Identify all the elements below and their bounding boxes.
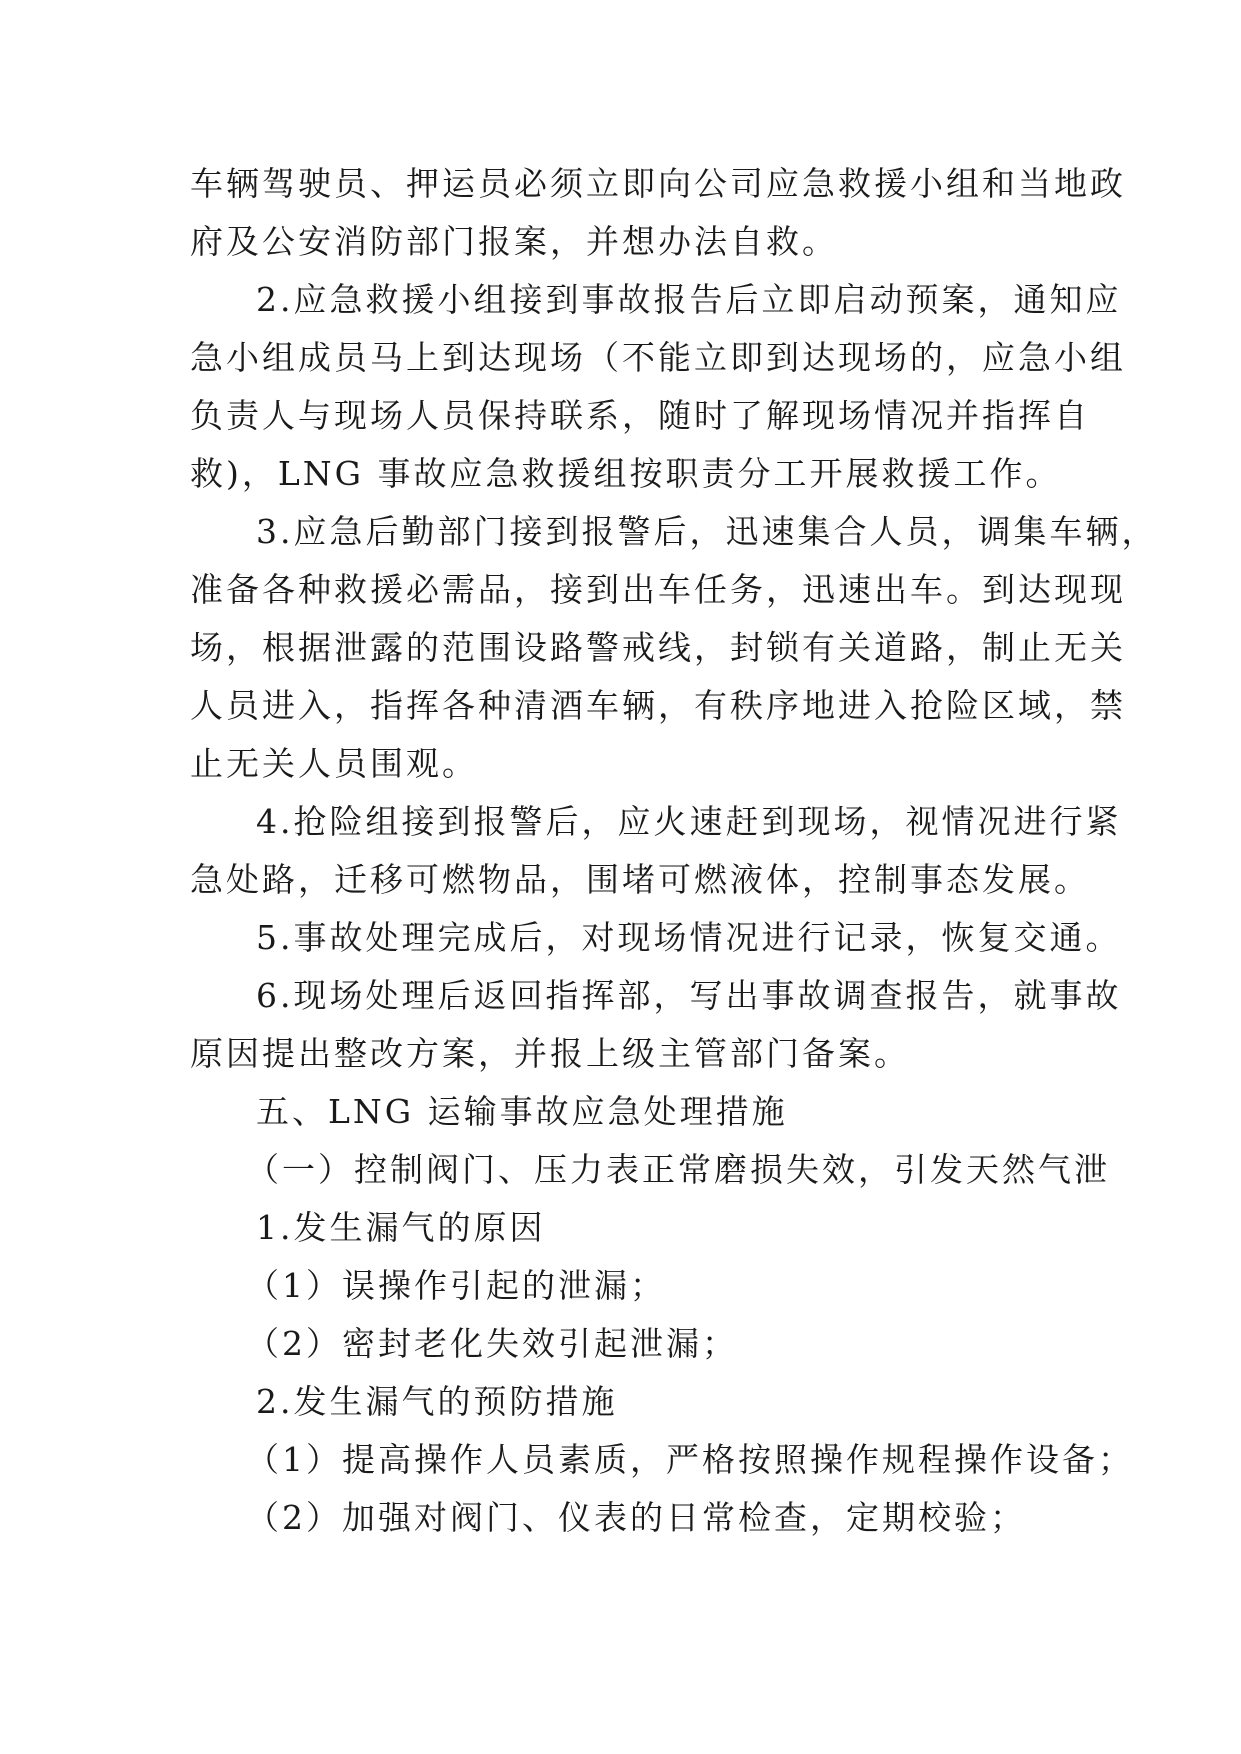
paragraph [190,1141,1110,1199]
paragraph [190,1431,1134,1489]
document-body [190,155,1158,1547]
text-line: （2）加强对阀门、仪表的日常检查，定期校验； [246,1498,1026,1537]
text-line: 五、LNG 运输事故应急处理措施 [256,1092,788,1131]
text-line: 1.发生漏气的原因 [256,1208,546,1247]
text-line: 6.现场处理后返回指挥部，写出事故调查报告，就事故 [256,976,1122,1015]
text-line: （2）密封老化失效引起泄漏； [246,1324,738,1363]
paragraph [190,1489,1070,1547]
paragraph [190,1315,1070,1373]
paragraph [190,1373,1070,1431]
text-line: 准备各种救援必需品，接到出车任务，迅速出车。到达现现 [190,570,1126,609]
text-line: 急处路，迁移可燃物品，围堵可燃液体，控制事态发展。 [190,860,1090,899]
text-line: （1）误操作引起的泄漏； [246,1266,666,1305]
text-line: 府及公安消防部门报案，并想办法自救。 [190,222,838,261]
text-line: 2.应急救援小组接到事故报告后立即启动预案，通知应 [256,280,1122,319]
paragraph [190,1257,1070,1315]
paragraph [190,155,1126,271]
text-line: 救)，LNG 事故应急救援组按职责分工开展救援工作。 [190,454,1062,493]
text-line: 3.应急后勤部门接到报警后，迅速集合人员，调集车辆， [256,512,1158,551]
paragraph [190,967,1122,1083]
paragraph [190,909,1122,967]
text-line: 4.抢险组接到报警后，应火速赶到现场，视情况进行紧 [256,802,1122,841]
text-line: 止无关人员围观。 [190,744,478,783]
text-line: 急小组成员马上到达现场（不能立即到达现场的，应急小组 [190,338,1126,377]
paragraph [190,503,1158,793]
text-line: 负责人与现场人员保持联系，随时了解现场情况并指挥自 [190,396,1090,435]
text-line: （一）控制阀门、压力表正常磨损失效，引发天然气泄 [246,1150,1110,1189]
text-line: （1）提高操作人员素质，严格按照操作规程操作设备； [246,1440,1134,1479]
text-line: 场，根据泄露的范围设路警戒线，封锁有关道路，制止无关 [190,628,1126,667]
paragraph [190,1199,1070,1257]
text-line: 人员进入，指挥各种清酒车辆，有秩序地进入抢险区域，禁 [190,686,1126,725]
paragraph [190,793,1122,909]
text-line: 2.发生漏气的预防措施 [256,1382,618,1421]
paragraph [190,271,1126,503]
text-line: 车辆驾驶员、押运员必须立即向公司应急救援小组和当地政 [190,164,1126,203]
text-line: 5.事故处理完成后，对现场情况进行记录，恢复交通。 [256,918,1122,957]
paragraph [190,1083,1070,1141]
text-line: 原因提出整改方案，并报上级主管部门备案。 [190,1034,910,1073]
